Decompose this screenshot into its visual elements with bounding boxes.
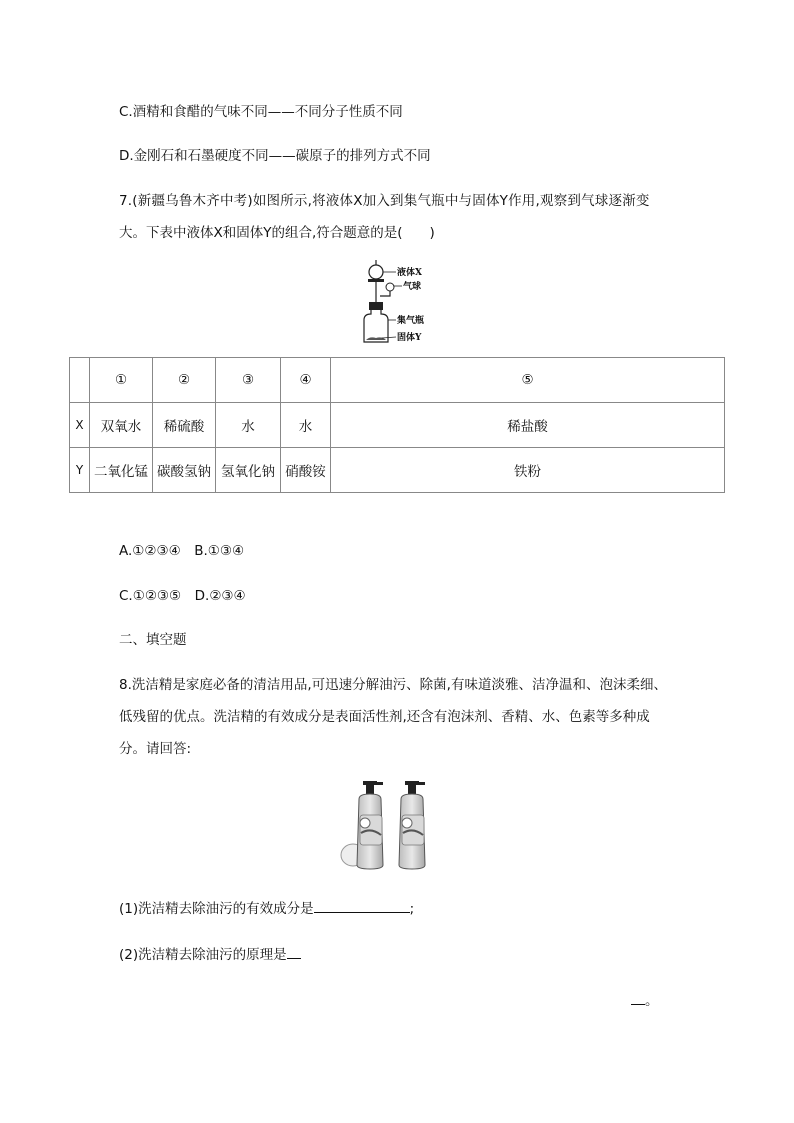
- bottle-left: [357, 781, 383, 869]
- stopper: [369, 302, 383, 310]
- table-cell: 双氧水: [90, 403, 153, 448]
- label-balloon: 气球: [403, 282, 422, 292]
- q8-stem-line1: 8.洗洁精是家庭必备的清洁用品,可迅速分解油污、除菌,有味道淡雅、洁净温和、泡沫柔细、: [119, 677, 667, 693]
- row-label-y: Y: [70, 448, 90, 493]
- dish-soap-bottles-image: [339, 777, 455, 872]
- table-cell: 稀盐酸: [331, 403, 725, 448]
- table-row-x: [70, 403, 725, 448]
- q8-sub2-answer-blank-end[interactable]: [631, 990, 645, 1005]
- q6-option-d: D.金刚石和石墨硬度不同——碳原子的排列方式不同: [119, 148, 431, 164]
- row-label-x: X: [70, 403, 90, 448]
- q8-stem-line3: 分。请回答:: [119, 741, 192, 757]
- combination-table: [69, 357, 725, 493]
- stopcock: [368, 279, 384, 282]
- table-cell: 氢氧化钠: [216, 448, 281, 493]
- header-cell: ③: [216, 358, 281, 403]
- header-cell: ⑤: [331, 358, 725, 403]
- table-cell: 水: [281, 403, 331, 448]
- q7-choices-line1: A.①②③④ B.①③④: [119, 543, 245, 559]
- q8-stem-line2: 低残留的优点。洗洁精的有效成分是表面活性剂,还含有泡沫剂、香精、水、色素等多种成: [119, 709, 650, 725]
- label-liquid-x: 液体X: [397, 268, 422, 278]
- label-solid-y: 固体Y: [397, 333, 422, 343]
- label-bottle: 集气瓶: [397, 316, 425, 326]
- table-cell: 铁粉: [331, 448, 725, 493]
- q8-sub2-text: (2)洗洁精去除油污的原理是: [119, 947, 287, 963]
- q8-sub1: [119, 898, 414, 919]
- funnel-bulb: [369, 265, 383, 279]
- q8-sub1-answer-blank[interactable]: [314, 898, 410, 913]
- q7-choices-line2: C.①②③⑤ D.②③④: [119, 588, 246, 604]
- section-title: 二、填空题: [119, 632, 187, 648]
- table-corner-cell: [70, 358, 90, 403]
- gas-bottle: [364, 310, 388, 342]
- q6-option-c: C.酒精和食醋的气味不同——不同分子性质不同: [119, 104, 403, 120]
- q7-stem-line1: 7.(新疆乌鲁木齐中考)如图所示,将液体X加入到集气瓶中与固体Y作用,观察到气球逐渐变: [119, 193, 650, 209]
- balloon: [386, 283, 394, 291]
- table-cell: 水: [216, 403, 281, 448]
- q8-sub1-text: (1)洗洁精去除油污的有效成分是: [119, 901, 314, 917]
- table-cell: 稀硫酸: [153, 403, 216, 448]
- table-cell: 碳酸氢钠: [153, 448, 216, 493]
- q8-sub2-answer-blank[interactable]: [287, 944, 301, 959]
- header-cell: ①: [90, 358, 153, 403]
- apparatus-figure: [352, 258, 442, 346]
- table-header-row: [70, 358, 725, 403]
- header-cell: ④: [281, 358, 331, 403]
- table-cell: 硝酸铵: [281, 448, 331, 493]
- header-cell: ②: [153, 358, 216, 403]
- q8-sub2-continuation: [631, 990, 659, 1011]
- q8-sub2-end: 。: [645, 993, 659, 1009]
- q7-stem-line2: 大。下表中液体X和固体Y的组合,符合题意的是( ): [119, 225, 435, 241]
- q8-sub1-end: ;: [409, 901, 415, 917]
- table-row-y: [70, 448, 725, 493]
- bottle-right: [399, 781, 425, 869]
- table-cell: 二氧化锰: [90, 448, 153, 493]
- q8-sub2: [119, 944, 301, 965]
